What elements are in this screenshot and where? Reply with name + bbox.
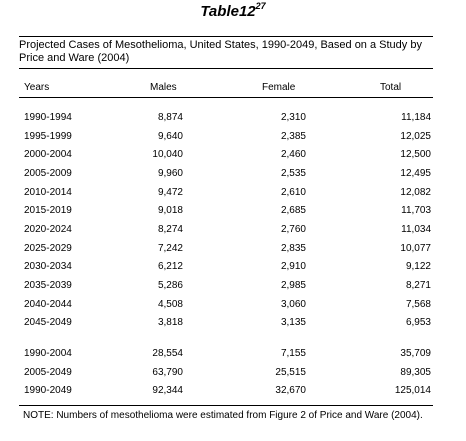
males-cell: 7,242 bbox=[157, 243, 183, 254]
total-cell: 11,703 bbox=[401, 205, 431, 216]
female-cell: 2,685 bbox=[280, 205, 306, 216]
years-cell: 2035-2039 bbox=[24, 280, 72, 291]
header-female: Female bbox=[262, 82, 296, 93]
table-note: NOTE: Numbers of mesothelioma were estimated from Figure 2 of Price and Ware (2004). bbox=[23, 410, 423, 421]
total-cell: 11,034 bbox=[401, 224, 431, 235]
table-title bbox=[0, 2, 466, 20]
total-cell: 12,025 bbox=[400, 131, 431, 142]
female-cell: 2,835 bbox=[280, 243, 306, 254]
males-cell: 9,018 bbox=[157, 205, 183, 216]
total-cell: 11,184 bbox=[401, 112, 431, 123]
female-cell: 7,155 bbox=[280, 348, 306, 359]
table-row bbox=[0, 316, 466, 330]
female-cell: 2,310 bbox=[280, 112, 306, 123]
total-cell: 12,495 bbox=[400, 168, 431, 179]
males-cell: 9,960 bbox=[157, 168, 183, 179]
female-cell: 3,060 bbox=[280, 299, 306, 310]
males-cell: 9,640 bbox=[157, 131, 183, 142]
table-row bbox=[0, 279, 466, 293]
caption-rule bbox=[19, 68, 433, 69]
bottom-rule bbox=[19, 405, 433, 406]
years-cell: 2030-2034 bbox=[24, 261, 72, 272]
header-males: Males bbox=[150, 82, 177, 93]
table-row bbox=[0, 186, 466, 200]
female-cell: 2,460 bbox=[280, 149, 306, 160]
years-cell: 1990-1994 bbox=[24, 112, 72, 123]
years-cell: 2020-2024 bbox=[24, 224, 72, 235]
males-cell: 4,508 bbox=[157, 299, 183, 310]
table-row bbox=[0, 111, 466, 125]
males-cell: 3,818 bbox=[157, 317, 183, 328]
total-cell: 7,568 bbox=[405, 299, 431, 310]
female-cell: 2,985 bbox=[280, 280, 306, 291]
table-row bbox=[0, 148, 466, 162]
table-row bbox=[0, 260, 466, 274]
males-cell: 5,286 bbox=[157, 280, 183, 291]
total-cell: 125,014 bbox=[394, 385, 431, 396]
total-cell: 12,082 bbox=[400, 187, 431, 198]
footnote-reference: 27 bbox=[255, 1, 266, 11]
males-cell: 6,212 bbox=[157, 261, 183, 272]
years-cell: 2010-2014 bbox=[24, 187, 72, 198]
males-cell: 28,554 bbox=[152, 348, 183, 359]
years-cell: 2005-2009 bbox=[24, 168, 72, 179]
males-cell: 8,874 bbox=[157, 112, 183, 123]
female-cell: 25,515 bbox=[275, 367, 306, 378]
female-cell: 2,760 bbox=[280, 224, 306, 235]
table-row bbox=[0, 204, 466, 218]
males-cell: 92,344 bbox=[152, 385, 183, 396]
total-cell: 89,305 bbox=[400, 367, 431, 378]
years-cell: 2025-2029 bbox=[24, 243, 72, 254]
table-caption: Projected Cases of Mesothelioma, United States, 1990-2049, Based on a Study by Price and Ware (2004) bbox=[19, 39, 422, 64]
header-years: Years bbox=[24, 82, 50, 93]
males-cell: 63,790 bbox=[152, 367, 183, 378]
female-cell: 2,385 bbox=[280, 131, 306, 142]
header-total: Total bbox=[380, 82, 402, 93]
female-cell: 2,535 bbox=[280, 168, 306, 179]
males-cell: 10,040 bbox=[152, 149, 183, 160]
years-cell: 1990-2049 bbox=[24, 385, 72, 396]
years-cell: 2005-2049 bbox=[24, 367, 72, 378]
total-cell: 8,271 bbox=[405, 280, 431, 291]
header-row bbox=[0, 81, 466, 95]
header-rule bbox=[19, 97, 433, 98]
top-rule bbox=[19, 36, 433, 37]
female-cell: 32,670 bbox=[275, 385, 306, 396]
years-cell: 1990-2004 bbox=[24, 348, 72, 359]
table-row bbox=[0, 298, 466, 312]
female-cell: 2,910 bbox=[280, 261, 306, 272]
summary-row bbox=[0, 366, 466, 380]
total-cell: 35,709 bbox=[400, 348, 431, 359]
female-cell: 2,610 bbox=[280, 187, 306, 198]
years-cell: 2045-2049 bbox=[24, 317, 72, 328]
table-row bbox=[0, 223, 466, 237]
years-cell: 2015-2019 bbox=[24, 205, 72, 216]
table-row bbox=[0, 130, 466, 144]
years-cell: 2040-2044 bbox=[24, 299, 72, 310]
female-cell: 3,135 bbox=[280, 317, 306, 328]
years-cell: 2000-2004 bbox=[24, 149, 72, 160]
total-cell: 6,953 bbox=[405, 317, 431, 328]
table-title-text: Table12 bbox=[200, 3, 256, 20]
table-row bbox=[0, 242, 466, 256]
summary-row bbox=[0, 347, 466, 361]
males-cell: 9,472 bbox=[157, 187, 183, 198]
total-cell: 12,500 bbox=[400, 149, 431, 160]
years-cell: 1995-1999 bbox=[24, 131, 72, 142]
males-cell: 8,274 bbox=[157, 224, 183, 235]
total-cell: 10,077 bbox=[400, 243, 431, 254]
table-row bbox=[0, 167, 466, 181]
summary-row bbox=[0, 384, 466, 398]
total-cell: 9,122 bbox=[405, 261, 431, 272]
